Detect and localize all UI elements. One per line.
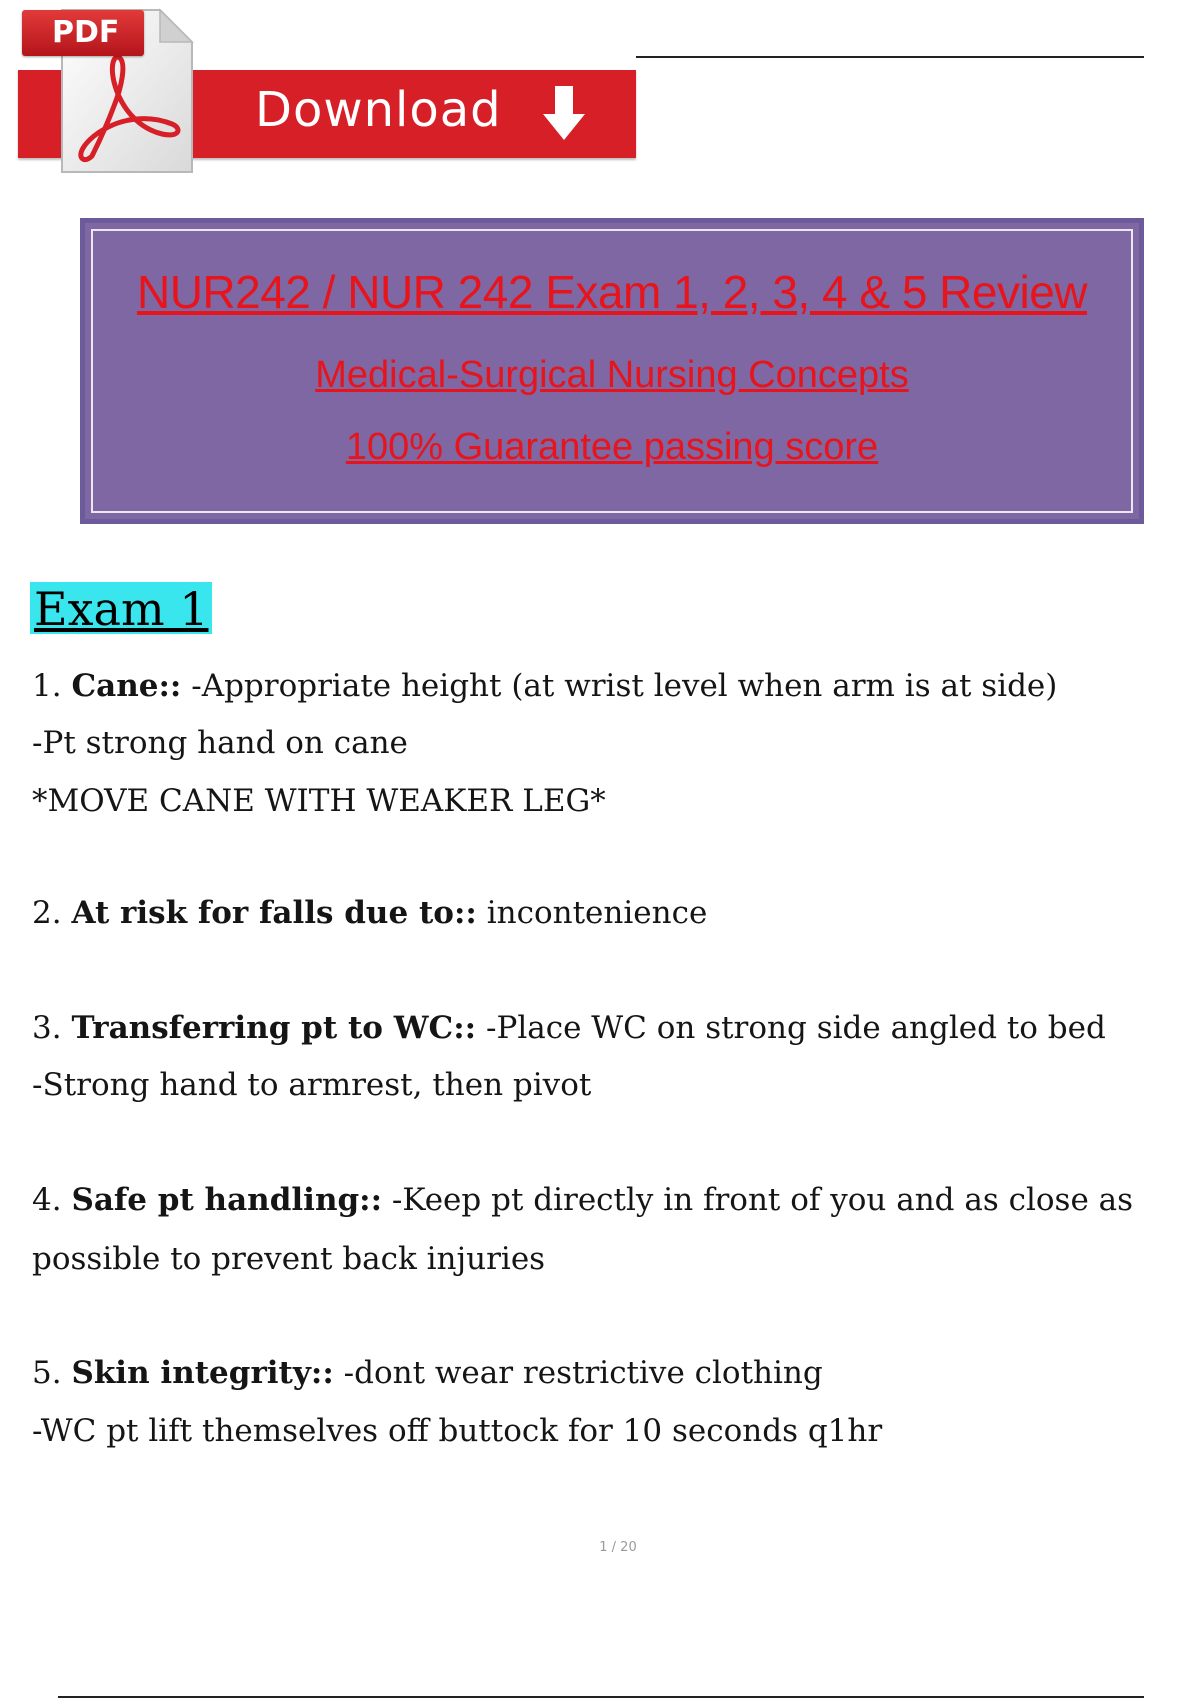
item-text: incontenience	[486, 895, 708, 931]
download-label[interactable]: Download	[255, 82, 502, 138]
item-text: -WC pt lift themselves off buttock for 10 seconds q1hr	[32, 1413, 883, 1449]
document-title[interactable]: NUR242 / NUR 242 Exam 1, 2, 3, 4 & 5 Review	[136, 266, 1088, 318]
list-item	[32, 667, 1057, 705]
list-item	[32, 1009, 1106, 1047]
item-text: -Pt strong hand on cane	[32, 725, 408, 761]
item-number: 5.	[32, 1355, 62, 1391]
list-item	[32, 1354, 823, 1392]
document-tagline[interactable]: 100% Guarantee passing score	[345, 426, 879, 468]
item-text: possible to prevent back injuries	[32, 1241, 546, 1277]
list-item	[32, 894, 707, 932]
item-term: Cane::	[71, 668, 182, 704]
item-number: 3.	[32, 1010, 62, 1046]
bottom-rule	[58, 1696, 1144, 1698]
list-item	[32, 1181, 1133, 1219]
document-subtitle[interactable]: Medical-Surgical Nursing Concepts	[315, 354, 909, 396]
item-term: Skin integrity::	[71, 1355, 334, 1391]
item-number: 2.	[32, 895, 62, 931]
top-rule	[636, 56, 1144, 58]
pdf-badge: PDF	[22, 10, 144, 56]
item-text: *MOVE CANE WITH WEAKER LEG*	[32, 783, 606, 819]
item-text: -Place WC on strong side angled to bed	[485, 1010, 1106, 1046]
item-term: Transferring pt to WC::	[71, 1010, 477, 1046]
item-text: -Strong hand to armrest, then pivot	[32, 1067, 592, 1103]
item-number: 4.	[32, 1182, 62, 1218]
section-heading: Exam 1	[30, 582, 212, 634]
item-text: -Keep pt directly in front of you and as close as	[391, 1182, 1134, 1218]
item-number: 1.	[32, 668, 62, 704]
download-arrow-icon[interactable]	[541, 86, 587, 142]
page-indicator: 1 / 20	[599, 1540, 637, 1555]
item-term: At risk for falls due to::	[71, 895, 477, 931]
item-text: -Appropriate height (at wrist level when arm is at side)	[191, 668, 1058, 704]
item-text: -dont wear restrictive clothing	[343, 1355, 823, 1391]
item-term: Safe pt handling::	[71, 1182, 383, 1218]
title-box	[80, 218, 1144, 524]
